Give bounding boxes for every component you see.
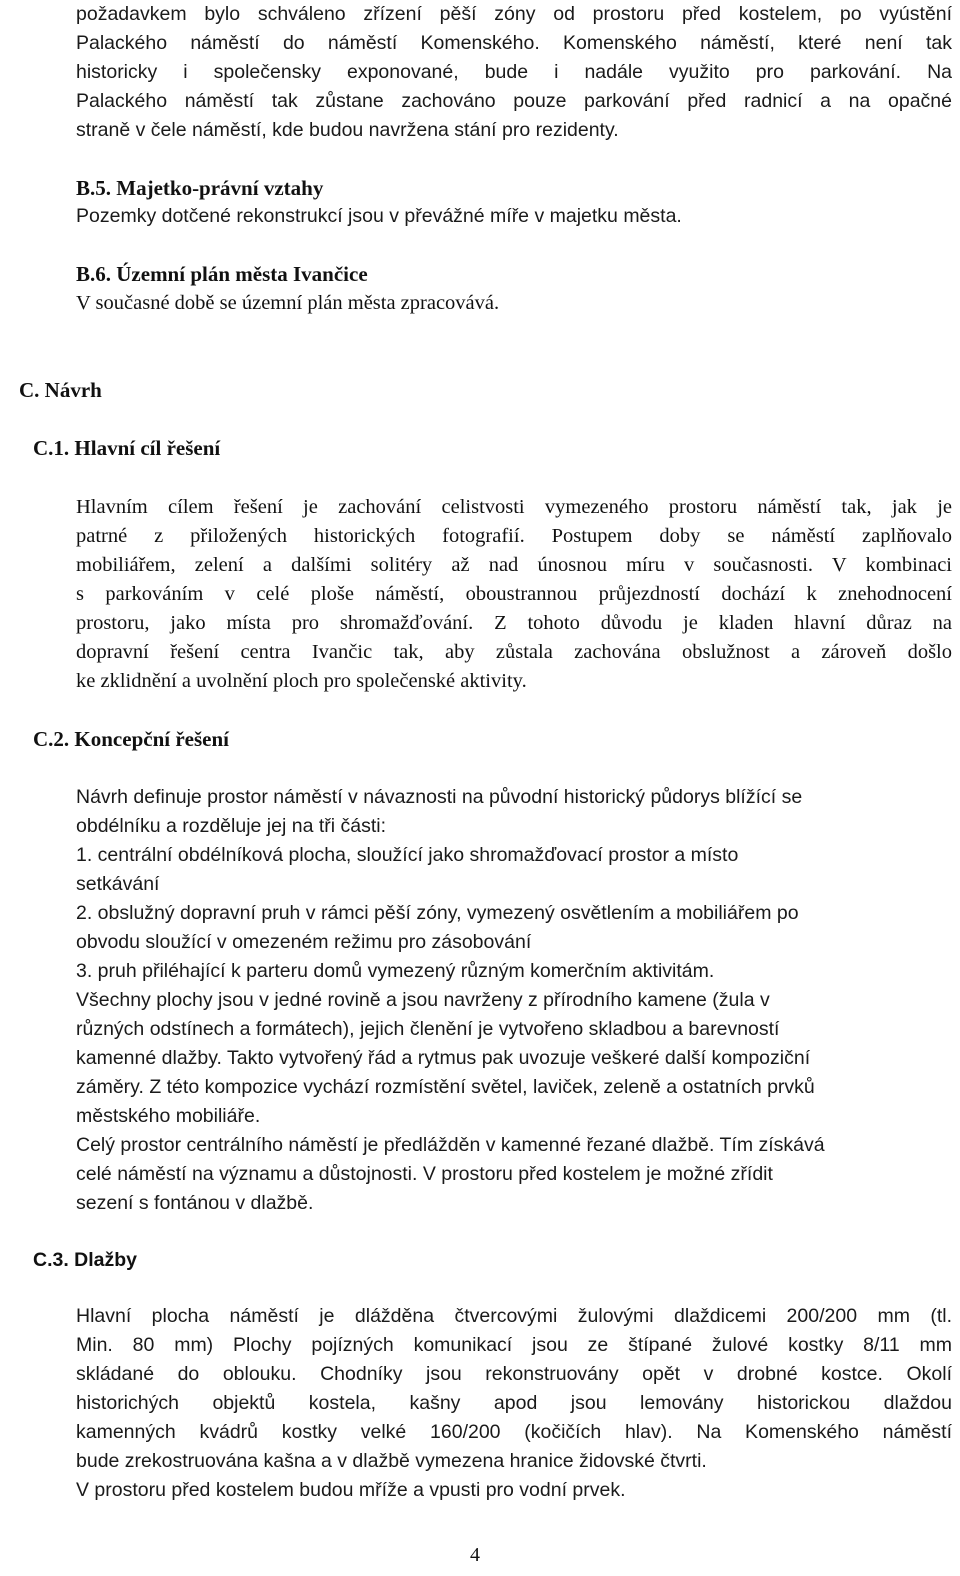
paragraph-line: patrné z přiložených historických fotografií. Postupem doby se náměstí zaplňovalo: [76, 525, 952, 547]
section-heading-b5: B.5. Majetko-právní vztahy: [76, 176, 324, 200]
intro-line: historicky i společensky exponované, bude i nadále využito pro parkování. Na: [76, 61, 952, 83]
paragraph-line: Návrh definuje prostor náměstí v návaznosti na původní historický půdorys blížící se: [76, 786, 803, 808]
list-item-1-cont: setkávání: [76, 873, 160, 895]
paragraph-line: městského mobiliáře.: [76, 1105, 261, 1127]
section-heading-c1: C.1. Hlavní cíl řešení: [33, 436, 221, 460]
list-item-2-cont: obvodu sloužící v omezeném režimu pro zásobování: [76, 931, 532, 953]
list-item-3: 3. pruh přiléhající k parteru domů vymezený různým komerčním aktivitám.: [76, 960, 715, 982]
paragraph-line: bude zrekostruována kašna a v dlažbě vymezena hranice židovské čtvrti.: [76, 1450, 707, 1472]
paragraph-line: historichých objektů kostela, kašny apod jsou lemovány historickou dlaždou: [76, 1392, 952, 1414]
paragraph-line: celé náměstí na významu a důstojnosti. V prostoru před kostelem je možné zřídit: [76, 1163, 773, 1185]
paragraph-line: Hlavním cílem řešení je zachování celistvosti vymezeného prostoru náměstí tak, jak je: [76, 496, 952, 518]
section-text-b5: Pozemky dotčené rekonstrukcí jsou v převážné míře v majetku města.: [76, 205, 682, 227]
paragraph-line: Celý prostor centrálního náměstí je předlážděn v kamenné řezané dlažbě. Tím získává: [76, 1134, 825, 1156]
paragraph-line: záměry. Z této kompozice vychází rozmístění světel, laviček, zeleně a ostatních prvků: [76, 1076, 815, 1098]
intro-line: Palackého náměstí do náměstí Komenského. Komenského náměstí, které není tak: [76, 32, 952, 54]
paragraph-line: Všechny plochy jsou v jedné rovině a jsou navrženy z přírodního kamene (žula v: [76, 989, 770, 1011]
paragraph-line: prostoru, jako místa pro shromažďování. Z tohoto důvodu je kladen hlavní důraz na: [76, 612, 952, 634]
paragraph-line: různých odstínech a formátech), jejich členění je vytvořeno skladbou a barevností: [76, 1018, 780, 1040]
section-heading-c2: C.2. Koncepční řešení: [33, 727, 229, 751]
paragraph-line: kamenných kvádrů kostky velké 160/200 (kočičích hlav). Na Komenského náměstí: [76, 1421, 952, 1443]
intro-line: požadavkem bylo schváleno zřízení pěší zóny od prostoru před kostelem, po vyústění: [76, 3, 952, 25]
section-heading-c3: C.3. Dlažby: [33, 1249, 138, 1271]
paragraph-line: ke zklidnění a uvolnění ploch pro společenské aktivity.: [76, 670, 527, 692]
paragraph-line: obdélníku a rozděluje jej na tři části:: [76, 815, 387, 837]
paragraph-line: Min. 80 mm) Plochy pojízných komunikací jsou ze štípané žulové kostky 8/11 mm: [76, 1334, 952, 1356]
paragraph-line: Hlavní plocha náměstí je dlážděna čtvercovými žulovými dlaždicemi 200/200 mm (tl.: [76, 1305, 952, 1327]
paragraph-line: s parkováním v celé ploše náměstí, oboustrannou průjezdností dochází k znehodnocení: [76, 583, 952, 605]
paragraph-line: mobiliářem, zelení a dalšími solitéry až nad únosnou míru v současnosti. V kombinaci: [76, 554, 952, 576]
section-heading-b6: B.6. Územní plán města Ivančice: [76, 262, 368, 286]
intro-paragraph: [76, 0, 952, 145]
section-paragraph-c3: [76, 1302, 952, 1505]
intro-line: Palackého náměstí tak zůstane zachováno pouze parkování před radnicí a na opačné: [76, 90, 952, 112]
paragraph-line: kamenné dlažby. Takto vytvořený řád a rytmus pak uvozuje veškeré další kompoziční: [76, 1047, 811, 1069]
paragraph-line: skládané do oblouku. Chodníky jsou rekonstruovány opět v drobné kostce. Okolí: [76, 1363, 952, 1385]
paragraph-line: sezení s fontánou v dlažbě.: [76, 1192, 314, 1214]
list-item-2: 2. obslužný dopravní pruh v rámci pěší zóny, vymezený osvětlením a mobiliářem po: [76, 902, 799, 924]
section-paragraph-c2: [76, 783, 952, 1218]
paragraph-line: V prostoru před kostelem budou mříže a vpusti pro vodní prvek.: [76, 1479, 626, 1501]
section-paragraph-c1: [76, 493, 952, 696]
section-text-b6: V současné době se územní plán města zpracovává.: [76, 292, 500, 314]
intro-line: straně v čele náměstí, kde budou navržena stání pro rezidenty.: [76, 119, 619, 141]
paragraph-line: dopravní řešení centra Ivančic tak, aby zůstala zachována obslužnost a zároveň došlo: [76, 641, 952, 663]
page-number: 4: [470, 1544, 480, 1566]
chapter-heading-c: C. Návrh: [19, 378, 102, 402]
list-item-1: 1. centrální obdélníková plocha, sloužící jako shromažďovací prostor a místo: [76, 844, 739, 866]
